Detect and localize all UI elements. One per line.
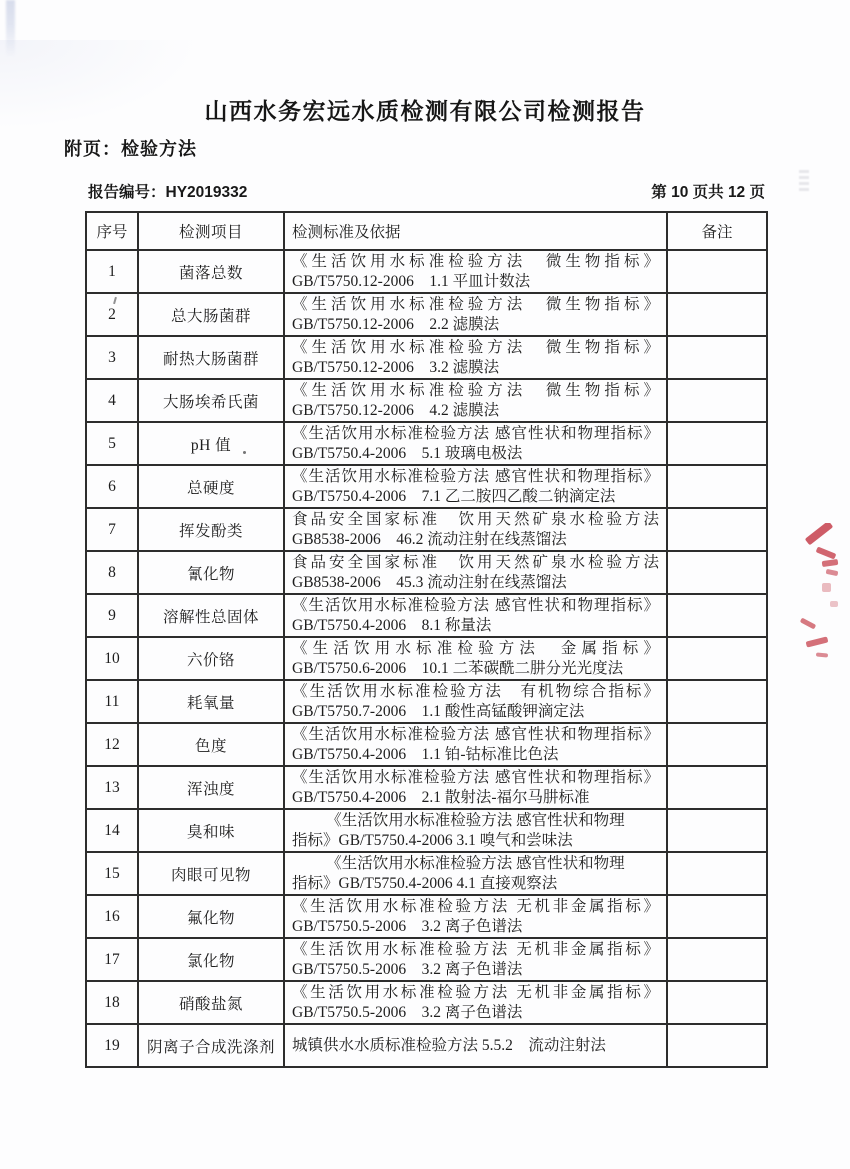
standard-line-1: 《生活饮用水标准检验方法 微生物指标》 [292,382,659,399]
row-standard [284,1024,667,1067]
seal-fragment [816,546,837,559]
standard-line-1: 《生活饮用水标准检验方法 微生物指标》 [292,253,659,270]
table-row [86,250,767,293]
row-remark [667,895,767,938]
standard-line-1: 《生活饮用水标准检验方法 感官性状和物理指标》 [292,597,659,614]
row-no: 8 [86,551,138,594]
standard-line-1: 《生活饮用水标准检验方法 无机非金属指标》 [292,898,659,915]
table-row [86,809,767,852]
row-remark [667,594,767,637]
standard-line-2: GB/T5750.7-2006 1.1 酸性高锰酸钾滴定法 [292,702,585,720]
row-no: 18 [86,981,138,1024]
row-no: 17 [86,938,138,981]
standard-line-1: 《生活饮用水标准检验方法 感官性状和物理指标》 [292,468,659,485]
row-standard [284,766,667,809]
row-remark [667,809,767,852]
table-row [86,637,767,680]
row-no: 12 [86,723,138,766]
row-remark [667,981,767,1024]
standard-line-1: 《生活饮用水标准检验方法 无机非金属指标》 [292,941,659,958]
row-no: 5 [86,422,138,465]
standard-line-2: GB/T5750.5-2006 3.2 离子色谱法 [292,1003,523,1021]
row-standard [284,250,667,293]
report-number-value: HY2019332 [165,184,248,201]
table-row [86,551,767,594]
standard-line-1: 《生活饮用水标准检验方法 感官性状和物理 [326,812,625,829]
row-standard [284,680,667,723]
table-row [86,895,767,938]
col-header-standard: 检测标准及依据 [284,212,667,250]
table-row [86,293,767,336]
standard-line-2: GB/T5750.5-2006 3.2 离子色谱法 [292,960,523,978]
seal-fragment [805,523,834,545]
standard-line-2: GB/T5750.4-2006 8.1 称量法 [292,616,492,634]
row-remark [667,637,767,680]
seal-fragment [800,618,816,630]
standard-line-1: 《生活饮用水标准检验方法 感官性状和物理指标》 [292,425,659,442]
standard-line-1: 食品安全国家标准 饮用天然矿泉水检验方法 [292,511,659,528]
row-standard [284,938,667,981]
row-remark [667,680,767,723]
meta-row [88,180,765,202]
row-standard [284,551,667,594]
row-remark [667,938,767,981]
row-remark [667,551,767,594]
row-item: 总硬度 [138,465,284,508]
report-number-label: 报告编号： [88,184,166,201]
row-standard [284,379,667,422]
row-item: 耗氧量 [138,680,284,723]
table-row [86,336,767,379]
row-no: 14 [86,809,138,852]
row-item: 氯化物 [138,938,284,981]
table-row [86,1024,767,1067]
row-item: pH 值 [138,422,284,465]
row-no: 16 [86,895,138,938]
seal-fragment [806,636,829,647]
standard-line-2: GB/T5750.4-2006 2.1 散射法-福尔马肼标准 [292,788,590,806]
row-no: 15 [86,852,138,895]
seal-fragment [816,652,828,657]
standard-line-2: GB/T5750.4-2006 1.1 铂-钴标准比色法 [292,745,559,763]
red-seal-partial [792,523,850,673]
row-item: 耐热大肠菌群 [138,336,284,379]
attachment-heading: 附页：检验方法 [64,139,197,159]
row-item: 肉眼可见物 [138,852,284,895]
standard-line-2: GB/T5750.12-2006 2.2 滤膜法 [292,315,500,333]
row-remark [667,723,767,766]
table-row [86,938,767,981]
row-item: 大肠埃希氏菌 [138,379,284,422]
row-remark [667,293,767,336]
row-item: 氟化物 [138,895,284,938]
standard-line-1: 《生活饮用水标准检验方法 微生物指标》 [292,339,659,356]
row-no: 2 [86,293,138,336]
standard-line-2: 指标》GB/T5750.4-2006 3.1 嗅气和尝味法 [292,831,573,849]
table-row [86,723,767,766]
row-standard [284,723,667,766]
row-remark [667,766,767,809]
table-row [86,981,767,1024]
standard-line-1: 食品安全国家标准 饮用天然矿泉水检验方法 [292,554,659,571]
standard-line-2: GB/T5750.4-2006 7.1 乙二胺四乙酸二钠滴定法 [292,487,616,505]
scan-artifact-dot [243,451,246,454]
row-remark [667,336,767,379]
row-no: 7 [86,508,138,551]
row-item: 溶解性总固体 [138,594,284,637]
row-standard [284,594,667,637]
row-remark [667,250,767,293]
row-no: 1 [86,250,138,293]
row-standard [284,981,667,1024]
row-item: 六价铬 [138,637,284,680]
row-item: 挥发酚类 [138,508,284,551]
table-row [86,680,767,723]
standard-line-1: 《生活饮用水标准检验方法 感官性状和物理指标》 [292,769,659,786]
scan-artifact-corner-wash [0,40,200,130]
table-row [86,766,767,809]
table-row [86,508,767,551]
row-no: 3 [86,336,138,379]
row-standard [284,852,667,895]
seal-fragment [830,601,838,607]
standard-line-2: GB/T5750.4-2006 5.1 玻璃电极法 [292,444,523,462]
row-standard [284,895,667,938]
row-no: 19 [86,1024,138,1067]
standard-line-1: 《生活饮用水标准检验方法 微生物指标》 [292,296,659,313]
row-item: 阴离子合成洗涤剂 [138,1024,284,1067]
col-header-no: 序号 [86,212,138,250]
row-remark [667,1024,767,1067]
row-remark [667,852,767,895]
page-title: 山西水务宏远水质检测有限公司检测报告 [204,98,646,124]
standard-line-2: GB/T5750.12-2006 1.1 平皿计数法 [292,272,531,290]
row-item: 色度 [138,723,284,766]
seal-fragment [822,559,839,567]
report-number [88,180,247,202]
row-standard [284,336,667,379]
table-header-row [86,212,767,250]
col-header-remark: 备注 [667,212,767,250]
row-no: 13 [86,766,138,809]
table-row [86,422,767,465]
scan-artifact-right-smudge [799,170,809,194]
seal-fragment [822,583,831,592]
standard-line-1: 《生活饮用水标准检验方法 有机物综合指标》 [292,683,659,700]
row-remark [667,379,767,422]
standard-line-1: 《生活饮用水标准检验方法 感官性状和物理指标》 [292,726,659,743]
table-row [86,594,767,637]
row-item: 总大肠菌群 [138,293,284,336]
standard-line-1: 《生活饮用水标准检验方法 感官性状和物理 [326,855,625,872]
row-item: 硝酸盐氮 [138,981,284,1024]
standard-line-2: GB/T5750.12-2006 4.2 滤膜法 [292,401,500,419]
standard-line-1: 城镇供水水质标准检验方法 5.5.2 流动注射法 [292,1036,606,1054]
col-header-item: 检测项目 [138,212,284,250]
standard-line-2: GB/T5750.12-2006 3.2 滤膜法 [292,358,500,376]
table-row [86,465,767,508]
row-item: 浑浊度 [138,766,284,809]
standard-line-2: GB/T5750.5-2006 3.2 离子色谱法 [292,917,523,935]
table-row [86,852,767,895]
standard-line-2: GB8538-2006 46.2 流动注射在线蒸馏法 [292,530,567,548]
row-no: 10 [86,637,138,680]
row-standard [284,637,667,680]
row-no: 6 [86,465,138,508]
row-remark [667,465,767,508]
row-item: 臭和味 [138,809,284,852]
row-no: 9 [86,594,138,637]
row-no: 11 [86,680,138,723]
standard-line-2: GB/T5750.6-2006 10.1 二苯碳酰二肼分光光度法 [292,659,624,677]
row-no: 4 [86,379,138,422]
row-remark [667,422,767,465]
page-indicator: 第 10 页共 12 页 [651,184,765,201]
row-standard [284,508,667,551]
row-remark [667,508,767,551]
row-item: 氰化物 [138,551,284,594]
seal-fragment [826,569,839,576]
row-standard [284,465,667,508]
row-standard [284,809,667,852]
standard-line-1: 《生活饮用水标准检验方法 金属指标》 [292,640,659,657]
test-methods-table [85,211,768,1068]
row-item: 菌落总数 [138,250,284,293]
row-standard [284,293,667,336]
table-row [86,379,767,422]
standard-line-2: 指标》GB/T5750.4-2006 4.1 直接观察法 [292,874,558,892]
row-standard [284,422,667,465]
standard-line-2: GB8538-2006 45.3 流动注射在线蒸馏法 [292,573,567,591]
standard-line-1: 《生活饮用水标准检验方法 无机非金属指标》 [292,984,659,1001]
